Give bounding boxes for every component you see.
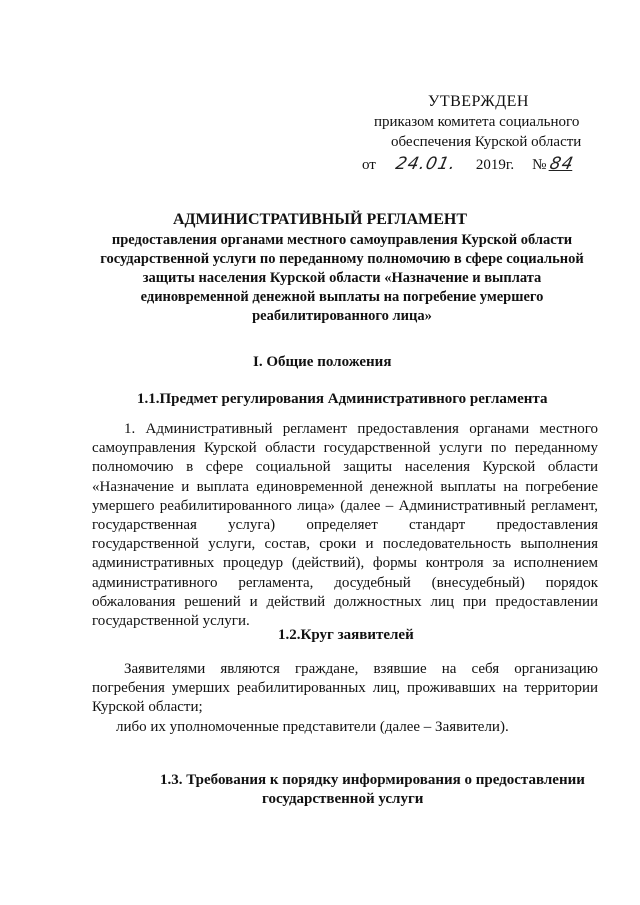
section-heading-general: I. Общие положения: [253, 354, 392, 370]
number-prefix: №: [532, 157, 547, 173]
subsection-heading-1-3-line-1: 1.3. Требования к порядку информирования о предоставлении: [160, 772, 585, 788]
paragraph-1-1: 1. Административный регламент предоставления органами местного самоуправления Курской области государственной услуги по переданному полномочию в сфере социальной защиты населения Курской области «Назначение и выплата единовременной денежной выплаты на погребение умершего реабилитированного лица» (далее – Административный регламент, государственная услуга) определяет стандарт предоставления государственной услуги, состав, сроки и последовательность выполнения административных процедур (действий), формы контроля за исполнением административного регламента, досудебный (внесудебный) порядок обжалования решений и действий должностных лиц при предоставлении государственной услуги.: [92, 421, 598, 630]
approval-line-1: приказом комитета социального: [374, 114, 580, 130]
paragraph-1-2-applicants: Заявителями являются граждане, взявшие на себя организацию погребения умерших реабилитированных лиц, проживавших на территории Курской области;: [92, 661, 598, 716]
approval-title: УТВЕРЖДЕН: [428, 93, 529, 110]
subsection-heading-1-3-line-2: государственной услуги: [262, 791, 424, 807]
subsection-heading-1-1: 1.1.Предмет регулирования Административного регламента: [137, 391, 548, 407]
document-title: АДМИНИСТРАТИВНЫЙ РЕГЛАМЕНТ: [172, 211, 468, 228]
document-subtitle: предоставления органами местного самоуправления Курской области государственной услуги по переданному полномочию в сфере социальной защиты населения Курской области «Назначение и выплата единовременной денежной выплаты на погребение умершего реабилитированного лица»: [100, 232, 584, 324]
approval-line-2: обеспечения Курской области: [391, 134, 582, 150]
approval-year: 2019г.: [475, 157, 515, 173]
subsection-heading-1-2: 1.2.Круг заявителей: [278, 627, 414, 643]
approval-stamp: [362, 92, 602, 175]
handwritten-date: 24.01.: [393, 154, 459, 174]
date-prefix: от: [362, 157, 376, 173]
handwritten-number: 84: [548, 154, 577, 174]
paragraph-1-2-representatives: либо их уполномоченные представители (далее – Заявители).: [116, 719, 509, 735]
approval-date-line: [362, 154, 602, 175]
